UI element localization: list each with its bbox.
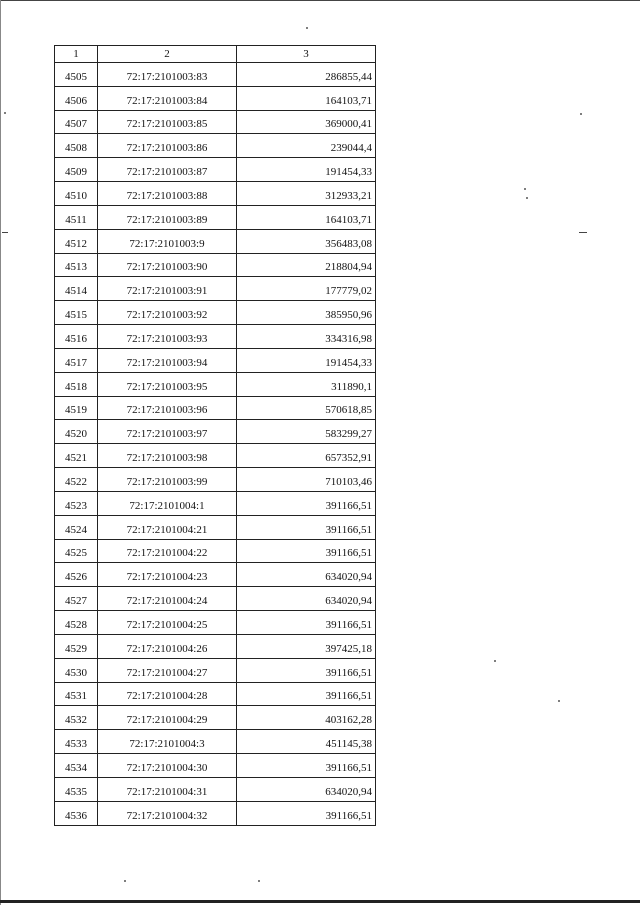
row-number-cell: 4520 [55, 420, 98, 444]
cadastral-number-cell: 72:17:2101004:23 [98, 563, 237, 587]
scan-speck [2, 232, 8, 233]
page-bottom-border [0, 900, 640, 903]
value-cell: 191454,33 [237, 158, 376, 182]
table-row [55, 658, 376, 682]
value-cell: 451145,38 [237, 730, 376, 754]
value-cell: 164103,71 [237, 86, 376, 110]
value-cell: 164103,71 [237, 205, 376, 229]
value-cell: 286855,44 [237, 63, 376, 87]
scan-speck [526, 197, 528, 199]
table-row [55, 754, 376, 778]
value-cell: 403162,28 [237, 706, 376, 730]
page-top-border [0, 0, 640, 1]
row-number-cell: 4512 [55, 229, 98, 253]
cadastral-number-cell: 72:17:2101003:89 [98, 205, 237, 229]
scan-speck [580, 113, 582, 115]
cadastral-number-cell: 72:17:2101003:9 [98, 229, 237, 253]
cadastral-number-cell: 72:17:2101003:94 [98, 348, 237, 372]
cadastral-number-cell: 72:17:2101003:87 [98, 158, 237, 182]
row-number-cell: 4514 [55, 277, 98, 301]
scan-speck [558, 700, 560, 702]
table-row [55, 396, 376, 420]
value-cell: 391166,51 [237, 658, 376, 682]
row-number-cell: 4506 [55, 86, 98, 110]
table-row [55, 634, 376, 658]
table-row [55, 229, 376, 253]
table-row [55, 706, 376, 730]
row-number-cell: 4515 [55, 301, 98, 325]
table-row [55, 611, 376, 635]
row-number-cell: 4521 [55, 444, 98, 468]
row-number-cell: 4524 [55, 515, 98, 539]
row-number-cell: 4522 [55, 468, 98, 492]
table-row [55, 563, 376, 587]
value-cell: 391166,51 [237, 682, 376, 706]
table-row [55, 372, 376, 396]
row-number-cell: 4510 [55, 182, 98, 206]
row-number-cell: 4523 [55, 491, 98, 515]
scan-speck [579, 232, 587, 233]
scan-speck [258, 880, 260, 882]
cadastral-number-cell: 72:17:2101004:25 [98, 611, 237, 635]
row-number-cell: 4511 [55, 205, 98, 229]
value-cell: 391166,51 [237, 515, 376, 539]
row-number-cell: 4527 [55, 587, 98, 611]
value-cell: 391166,51 [237, 754, 376, 778]
value-cell: 311890,1 [237, 372, 376, 396]
cadastral-number-cell: 72:17:2101003:85 [98, 110, 237, 134]
cadastral-number-cell: 72:17:2101004:24 [98, 587, 237, 611]
value-cell: 657352,91 [237, 444, 376, 468]
value-cell: 391166,51 [237, 491, 376, 515]
table-row [55, 491, 376, 515]
row-number-cell: 4519 [55, 396, 98, 420]
value-cell: 334316,98 [237, 325, 376, 349]
cadastral-number-cell: 72:17:2101003:93 [98, 325, 237, 349]
value-cell: 634020,94 [237, 563, 376, 587]
row-number-cell: 4531 [55, 682, 98, 706]
row-number-cell: 4508 [55, 134, 98, 158]
cadastral-number-cell: 72:17:2101004:1 [98, 491, 237, 515]
cadastral-number-cell: 72:17:2101003:83 [98, 63, 237, 87]
value-cell: 385950,96 [237, 301, 376, 325]
row-number-cell: 4529 [55, 634, 98, 658]
row-number-cell: 4517 [55, 348, 98, 372]
value-cell: 177779,02 [237, 277, 376, 301]
cadastral-number-cell: 72:17:2101003:95 [98, 372, 237, 396]
cadastral-number-cell: 72:17:2101003:88 [98, 182, 237, 206]
row-number-cell: 4507 [55, 110, 98, 134]
cadastral-number-cell: 72:17:2101004:21 [98, 515, 237, 539]
table-row [55, 444, 376, 468]
table-row [55, 277, 376, 301]
value-cell: 218804,94 [237, 253, 376, 277]
cadastral-number-cell: 72:17:2101003:91 [98, 277, 237, 301]
table-row [55, 134, 376, 158]
row-number-cell: 4513 [55, 253, 98, 277]
cadastral-number-cell: 72:17:2101004:31 [98, 777, 237, 801]
row-number-cell: 4526 [55, 563, 98, 587]
value-cell: 583299,27 [237, 420, 376, 444]
row-number-cell: 4530 [55, 658, 98, 682]
cadastral-number-cell: 72:17:2101004:3 [98, 730, 237, 754]
cadastral-number-cell: 72:17:2101004:26 [98, 634, 237, 658]
scan-speck [524, 188, 526, 190]
cadastral-value-table [54, 45, 376, 826]
table-row [55, 777, 376, 801]
row-number-cell: 4536 [55, 801, 98, 825]
row-number-cell: 4505 [55, 63, 98, 87]
cadastral-number-cell: 72:17:2101003:99 [98, 468, 237, 492]
row-number-cell: 4532 [55, 706, 98, 730]
table-row [55, 468, 376, 492]
cadastral-number-cell: 72:17:2101004:27 [98, 658, 237, 682]
row-number-cell: 4534 [55, 754, 98, 778]
row-number-cell: 4535 [55, 777, 98, 801]
cadastral-number-cell: 72:17:2101004:32 [98, 801, 237, 825]
value-cell: 391166,51 [237, 801, 376, 825]
table-row [55, 158, 376, 182]
table-row [55, 730, 376, 754]
table-row [55, 205, 376, 229]
value-cell: 634020,94 [237, 777, 376, 801]
value-cell: 710103,46 [237, 468, 376, 492]
value-cell: 312933,21 [237, 182, 376, 206]
cadastral-number-cell: 72:17:2101004:22 [98, 539, 237, 563]
page-left-border [0, 0, 1, 905]
value-cell: 634020,94 [237, 587, 376, 611]
row-number-cell: 4533 [55, 730, 98, 754]
table-row [55, 515, 376, 539]
scan-speck [306, 27, 308, 29]
table-row [55, 253, 376, 277]
table-row [55, 801, 376, 825]
column-header-2: 2 [98, 46, 237, 63]
row-number-cell: 4518 [55, 372, 98, 396]
cadastral-number-cell: 72:17:2101003:96 [98, 396, 237, 420]
table-row [55, 682, 376, 706]
table-row [55, 587, 376, 611]
value-cell: 570618,85 [237, 396, 376, 420]
table-row [55, 301, 376, 325]
column-header-1: 1 [55, 46, 98, 63]
table-row [55, 110, 376, 134]
value-cell: 191454,33 [237, 348, 376, 372]
row-number-cell: 4525 [55, 539, 98, 563]
scan-speck [124, 880, 126, 882]
table-row [55, 86, 376, 110]
row-number-cell: 4528 [55, 611, 98, 635]
table-row [55, 63, 376, 87]
value-cell: 391166,51 [237, 611, 376, 635]
table-row [55, 182, 376, 206]
value-cell: 391166,51 [237, 539, 376, 563]
table-row [55, 539, 376, 563]
cadastral-number-cell: 72:17:2101003:97 [98, 420, 237, 444]
row-number-cell: 4516 [55, 325, 98, 349]
value-cell: 369000,41 [237, 110, 376, 134]
cadastral-number-cell: 72:17:2101004:30 [98, 754, 237, 778]
table-row [55, 325, 376, 349]
cadastral-number-cell: 72:17:2101004:28 [98, 682, 237, 706]
scan-speck [4, 112, 6, 114]
cadastral-number-cell: 72:17:2101003:98 [98, 444, 237, 468]
table-row [55, 348, 376, 372]
value-cell: 239044,4 [237, 134, 376, 158]
cadastral-number-cell: 72:17:2101003:90 [98, 253, 237, 277]
value-cell: 356483,08 [237, 229, 376, 253]
scan-speck [494, 660, 496, 662]
row-number-cell: 4509 [55, 158, 98, 182]
cadastral-number-cell: 72:17:2101003:86 [98, 134, 237, 158]
value-cell: 397425,18 [237, 634, 376, 658]
cadastral-number-cell: 72:17:2101004:29 [98, 706, 237, 730]
cadastral-number-cell: 72:17:2101003:92 [98, 301, 237, 325]
table-header-row [55, 46, 376, 63]
table-row [55, 420, 376, 444]
cadastral-number-cell: 72:17:2101003:84 [98, 86, 237, 110]
column-header-3: 3 [237, 46, 376, 63]
